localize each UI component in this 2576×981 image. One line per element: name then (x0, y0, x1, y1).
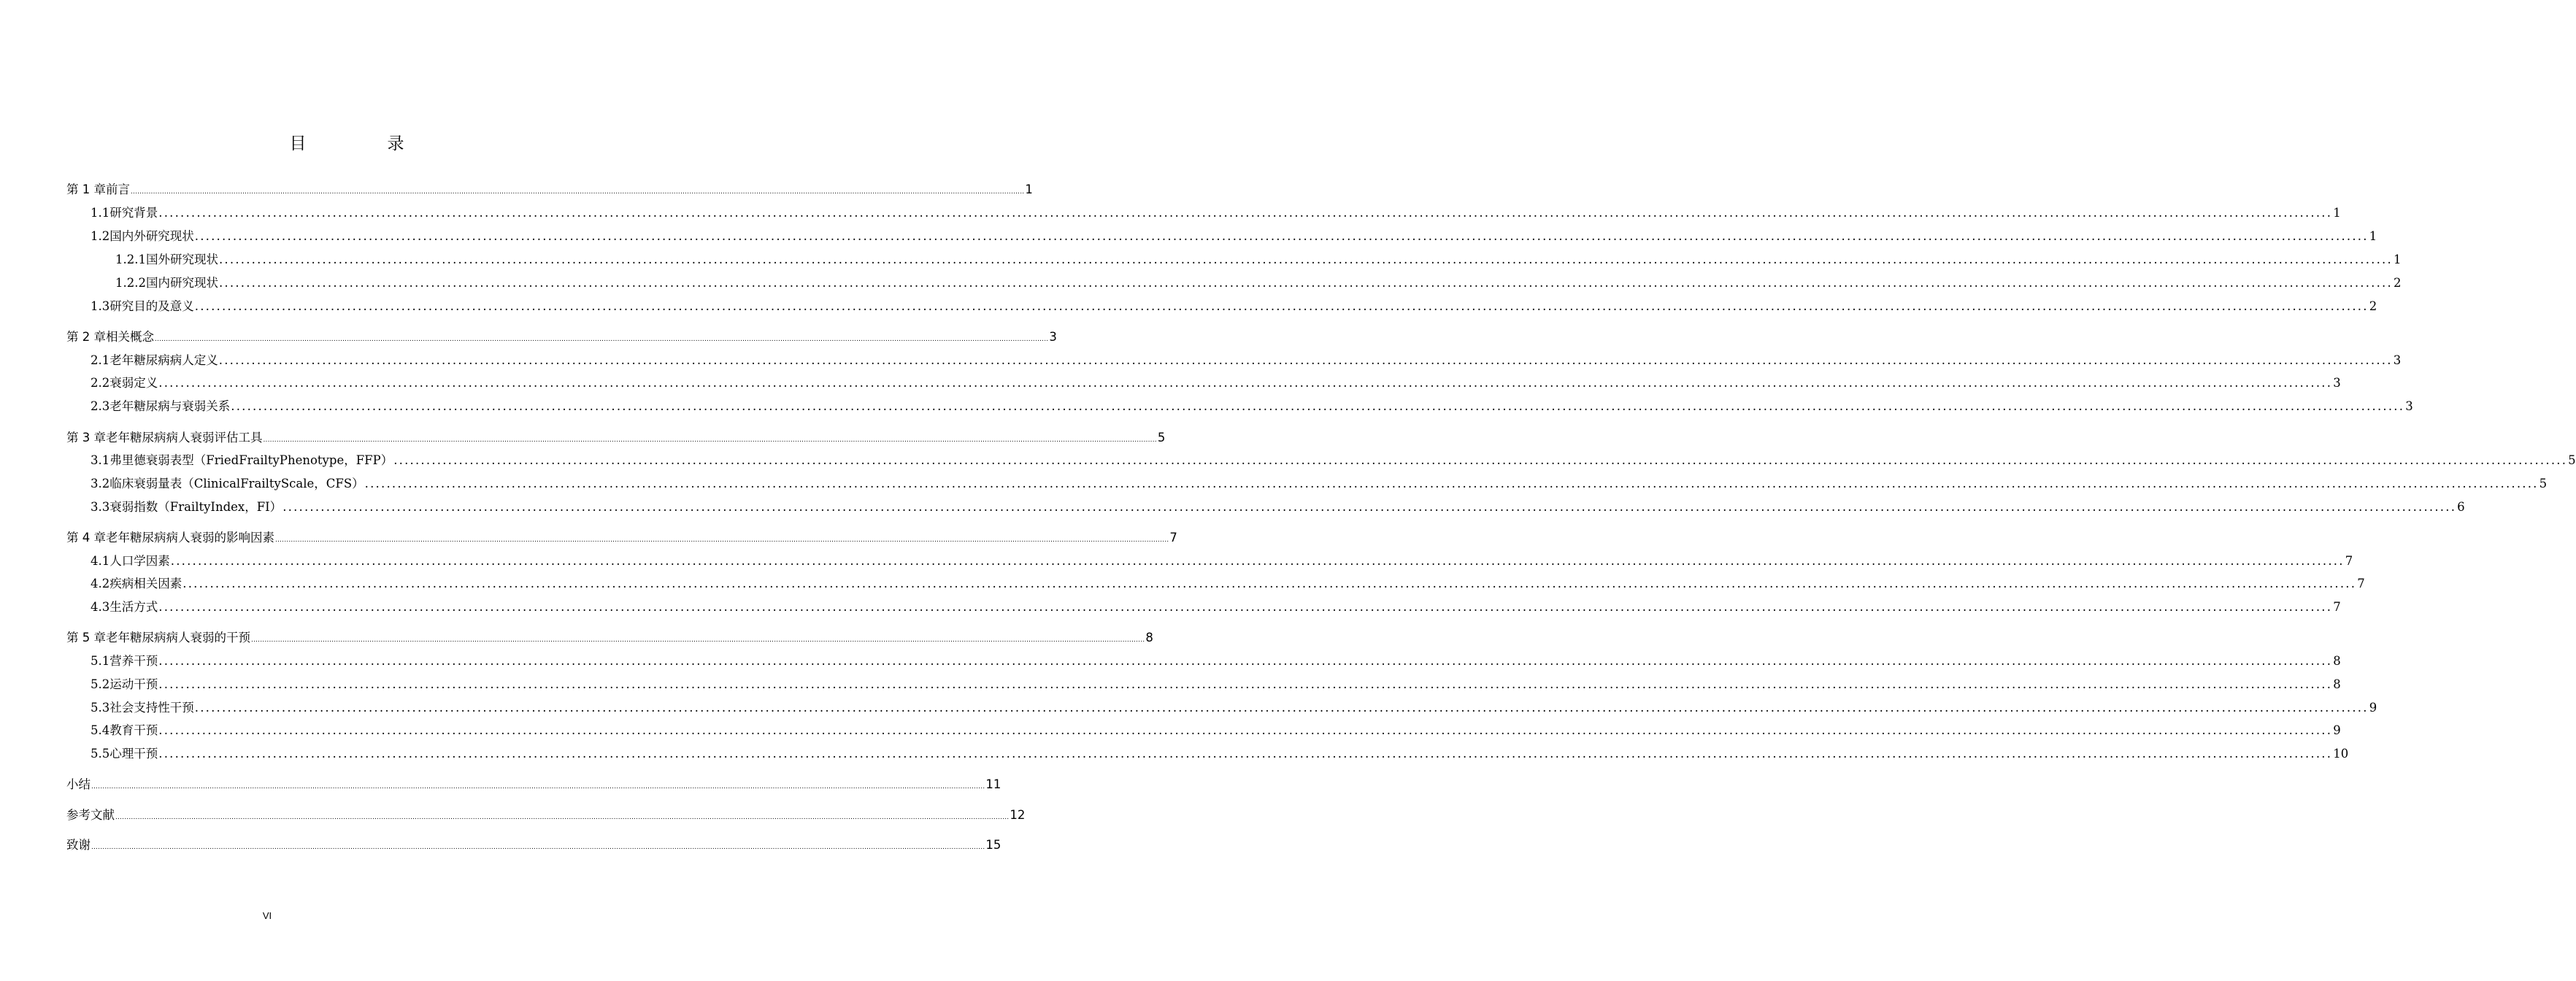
toc-entry-page: 7 (2357, 577, 2365, 590)
toc-entry-number: 2.1 (91, 353, 110, 367)
toc-leader-dots: ................................................................................................................................................................................................................................................................................................................................................................................................................ (91, 783, 985, 790)
toc-entry-label: 小结 (66, 777, 91, 791)
toc-entry-page: 1 (2333, 206, 2341, 220)
toc-entry-number: 3.3 (91, 500, 110, 514)
toc-leader-dots: ................................................................................................................................................................................................................................................................................................................................................................................................................ (218, 276, 2393, 290)
toc-entry-page: 3 (2393, 353, 2402, 367)
toc-entry-page: 9 (2369, 701, 2377, 715)
toc-entry-page: 10 (2333, 747, 2349, 761)
toc-entry-label: 老年糖尿病与衰弱关系 (109, 399, 231, 413)
toc-entry-label: 老年糖尿病病人衰弱的干预 (106, 631, 250, 645)
toc-entry-label: 临床衰弱量表（ClinicalFrailtyScale，CFS） (109, 477, 364, 490)
toc-leader-dots: ................................................................................................................................................................................................................................................................................................................................................................................................................ (218, 253, 2393, 266)
toc-entry-number: 3.2 (91, 477, 110, 490)
toc-entry[interactable] (66, 674, 2341, 692)
toc-entry-label: 研究背景 (109, 206, 158, 220)
toc-leader-dots: ................................................................................................................................................................................................................................................................................................................................................................................................................ (282, 500, 2457, 514)
toc-leader-dots: ................................................................................................................................................................................................................................................................................................................................................................................................................ (158, 723, 2333, 737)
toc-entry-page: 1 (1025, 182, 1033, 196)
toc-entry-label: 心理干预 (109, 747, 158, 761)
toc-entry-page: 2 (2393, 276, 2402, 290)
toc-leader-dots: ................................................................................................................................................................................................................................................................................................................................................................................................................ (194, 701, 2369, 715)
toc-entry-number: 5.3 (91, 701, 110, 715)
toc-entry[interactable] (66, 744, 2349, 761)
toc-entry[interactable] (66, 528, 1177, 545)
toc-entry[interactable] (66, 497, 2465, 515)
toc-entry-number: 4.2 (91, 577, 110, 590)
toc-entry-label: 老年糖尿病病人定义 (109, 353, 218, 367)
toc-leader-dots: ................................................................................................................................................................................................................................................................................................................................................................................................................ (218, 353, 2393, 367)
toc-entry-page: 5 (2568, 453, 2576, 467)
toc-leader-dots: ................................................................................................................................................................................................................................................................................................................................................................................................................ (158, 376, 2333, 390)
toc-entry-number: 第 4 章 (66, 531, 106, 545)
toc-entry-label: 前言 (106, 182, 130, 196)
toc-entry-page: 8 (1145, 631, 1153, 645)
toc-title: 目 录 (289, 134, 437, 153)
toc-entry-label: 参考文献 (66, 808, 115, 822)
toc-entry[interactable] (66, 373, 2341, 391)
toc-leader-dots: ................................................................................................................................................................................................................................................................................................................................................................................................................ (194, 299, 2369, 313)
toc-leader-dots: ................................................................................................................................................................................................................................................................................................................................................................................................................ (251, 636, 1145, 644)
toc-entry-label: 衰弱定义 (109, 376, 158, 390)
toc-leader-dots: ................................................................................................................................................................................................................................................................................................................................................................................................................ (393, 453, 2568, 467)
toc-entry-number: 1.2.2 (115, 276, 146, 290)
toc-leader-dots: ................................................................................................................................................................................................................................................................................................................................................................................................................ (91, 844, 985, 851)
toc-entry[interactable] (66, 474, 2548, 491)
toc-entry-number: 第 5 章 (66, 631, 106, 645)
toc-entry-label: 疾病相关因素 (109, 577, 182, 590)
toc-entry[interactable] (66, 774, 1001, 792)
toc-entry[interactable] (66, 203, 2341, 220)
toc-entry[interactable] (66, 350, 2402, 368)
toc-entry-page: 8 (2333, 654, 2341, 668)
toc-entry[interactable] (66, 835, 1001, 853)
toc-leader-dots: ................................................................................................................................................................................................................................................................................................................................................................................................................ (170, 554, 2345, 568)
toc-entry-label: 国外研究现状 (145, 253, 218, 266)
toc-entry[interactable] (66, 327, 1057, 345)
toc-entry-number: 5.1 (91, 654, 110, 668)
toc-entry-label: 国内研究现状 (145, 276, 218, 290)
toc-entry-number: 1.2 (91, 229, 110, 243)
toc-entry-number: 4.3 (91, 600, 110, 614)
toc-entry-label: 运动干预 (109, 677, 158, 691)
toc-entry-number: 2.2 (91, 376, 110, 390)
toc-entry-label: 研究目的及意义 (109, 299, 194, 313)
toc-entry[interactable] (66, 628, 1153, 645)
toc-entry-page: 7 (2345, 554, 2353, 568)
toc-leader-dots: ................................................................................................................................................................................................................................................................................................................................................................................................................ (194, 229, 2369, 243)
page-number-footer: VI (262, 910, 272, 921)
toc-entry[interactable] (66, 226, 2377, 244)
toc-leader-dots: ................................................................................................................................................................................................................................................................................................................................................................................................................ (155, 336, 1049, 343)
toc-entry-page: 8 (2333, 677, 2341, 691)
toc-leader-dots: ................................................................................................................................................................................................................................................................................................................................................................................................................ (158, 206, 2333, 220)
toc-entry[interactable] (66, 551, 2353, 569)
toc-entry[interactable] (66, 180, 1033, 197)
toc-entry-label: 营养干预 (109, 654, 158, 668)
toc-entry-page: 15 (985, 838, 1001, 852)
toc-entry-page: 12 (1010, 808, 1026, 822)
toc-entry-page: 5 (1157, 431, 1166, 445)
toc-entry[interactable] (66, 428, 1166, 445)
toc-entry-number: 2.3 (91, 399, 110, 413)
toc-entry-label: 衰弱指数（FrailtyIndex，FI） (109, 500, 282, 514)
toc-leader-dots: ................................................................................................................................................................................................................................................................................................................................................................................................................ (115, 814, 1010, 821)
toc-entry-page: 6 (2457, 500, 2465, 514)
toc-entry-label: 教育干预 (109, 723, 158, 737)
toc-entry[interactable] (66, 597, 2341, 615)
toc-entry-label: 老年糖尿病病人衰弱评估工具 (106, 431, 263, 445)
toc-leader-dots: ................................................................................................................................................................................................................................................................................................................................................................................................................ (131, 188, 1025, 196)
toc-entry-number: 第 1 章 (66, 182, 106, 196)
toc-entry-number: 5.4 (91, 723, 110, 737)
toc-leader-dots: ................................................................................................................................................................................................................................................................................................................................................................................................................ (182, 577, 2357, 590)
toc-entry[interactable] (66, 296, 2377, 314)
toc-entry-page: 2 (2369, 299, 2377, 313)
toc-entry-page: 5 (2539, 477, 2548, 490)
toc-entry-label: 国内外研究现状 (109, 229, 194, 243)
toc-entry-label: 社会支持性干预 (109, 701, 194, 715)
toc-leader-dots: ................................................................................................................................................................................................................................................................................................................................................................................................................ (231, 399, 2405, 413)
toc-entry-page: 3 (1049, 330, 1057, 344)
toc-entry-number: 3.1 (91, 453, 110, 467)
toc-leader-dots: ................................................................................................................................................................................................................................................................................................................................................................................................................ (275, 536, 1169, 544)
toc-entry-page: 1 (2369, 229, 2377, 243)
toc-entry-label: 相关概念 (106, 330, 154, 344)
toc-entry-number: 4.1 (91, 554, 110, 568)
toc-entry-page: 7 (1169, 531, 1177, 545)
toc-entry-label: 老年糖尿病病人衰弱的影响因素 (106, 531, 274, 545)
toc-entry-label: 弗里德衰弱表型（FriedFrailtyPhenotype，FFP） (109, 453, 393, 467)
toc-entry[interactable] (66, 250, 2402, 267)
toc-entry-number: 第 2 章 (66, 330, 106, 344)
toc-entry[interactable] (66, 450, 2576, 468)
toc-entry-number: 5.5 (91, 747, 110, 761)
toc-entry-page: 1 (2393, 253, 2402, 266)
toc-entry[interactable] (66, 720, 2341, 738)
toc-leader-dots: ................................................................................................................................................................................................................................................................................................................................................................................................................ (158, 677, 2333, 691)
toc-leader-dots: ................................................................................................................................................................................................................................................................................................................................................................................................................ (158, 654, 2333, 668)
toc-entry-page: 11 (985, 777, 1001, 791)
toc-entry[interactable] (66, 698, 2377, 715)
toc-entry-label: 生活方式 (109, 600, 158, 614)
toc-entry[interactable] (66, 396, 2413, 414)
toc-entry-number: 5.2 (91, 677, 110, 691)
toc-entry-number: 第 3 章 (66, 431, 106, 445)
toc-entry-number: 1.3 (91, 299, 110, 313)
toc-entry[interactable] (66, 273, 2402, 291)
toc-entry-page: 9 (2333, 723, 2341, 737)
toc-entry-number: 1.2.1 (115, 253, 146, 266)
toc-entry-page: 3 (2405, 399, 2413, 413)
toc-entry-page: 3 (2333, 376, 2341, 390)
toc-leader-dots: ................................................................................................................................................................................................................................................................................................................................................................................................................ (263, 436, 1157, 444)
toc-entry[interactable] (66, 574, 2365, 591)
toc-entry-label: 人口学因素 (109, 554, 170, 568)
toc-leader-dots: ................................................................................................................................................................................................................................................................................................................................................................................................................ (158, 600, 2333, 614)
toc-entry[interactable] (66, 651, 2341, 669)
toc-entry-label: 致谢 (66, 838, 91, 852)
toc-entry[interactable] (66, 805, 1026, 823)
toc-leader-dots: ................................................................................................................................................................................................................................................................................................................................................................................................................ (364, 477, 2539, 490)
toc-entry-page: 7 (2333, 600, 2341, 614)
toc-leader-dots: ................................................................................................................................................................................................................................................................................................................................................................................................................ (158, 747, 2333, 761)
toc-entry-number: 1.1 (91, 206, 110, 220)
